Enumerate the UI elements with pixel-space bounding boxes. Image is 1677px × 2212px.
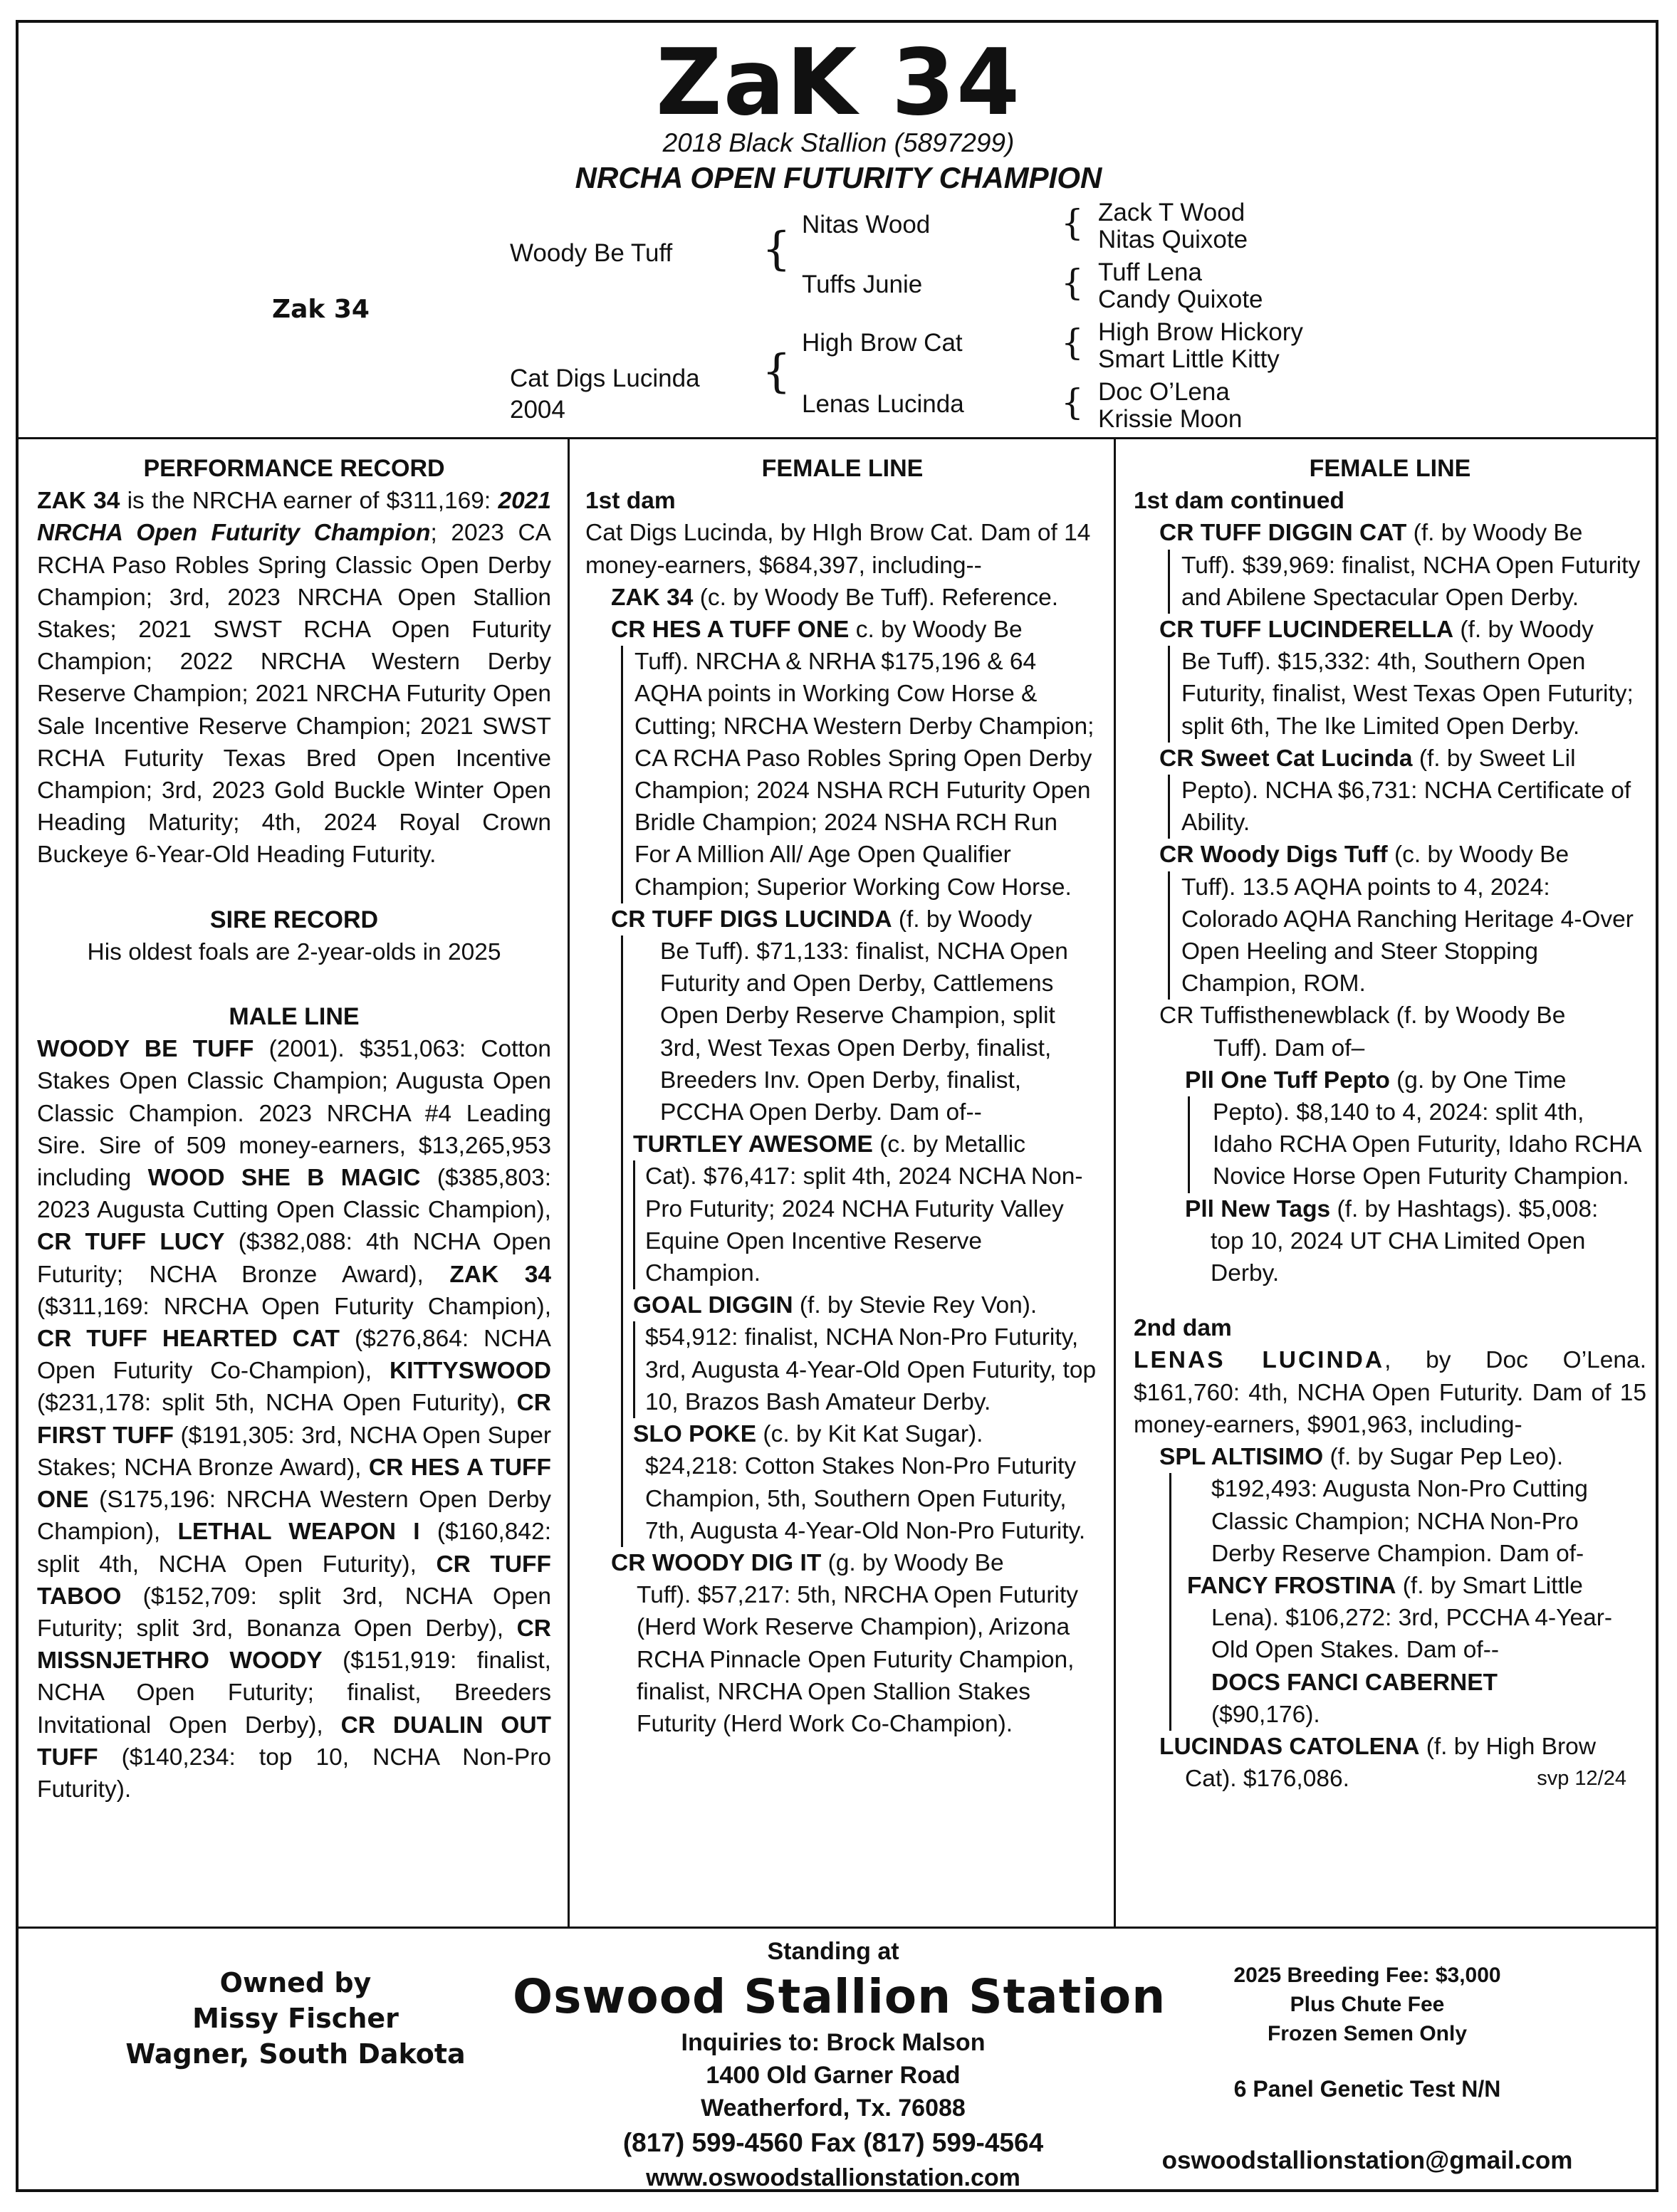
pedigree-dam-year: 2004 — [510, 396, 565, 424]
sire-offspring-text: ($231,178: split 5th, NCHA Open Futurity), — [37, 1390, 517, 1417]
offspring-name: SPL ALTISIMO — [1159, 1444, 1324, 1471]
offspring-text: (c. by Kit Kat Sugar). — [756, 1421, 983, 1448]
sire-offspring-name: CR DUALIN OUT TUFF — [37, 1712, 551, 1771]
offspring-entry — [1134, 1193, 1646, 1225]
standing-block — [513, 1935, 1166, 2194]
offspring-detail: Tuff). NRCHA & NRHA $175,196 & 64 AQHA points in Working Cow Horse & Cutting; NRCHA Western Derby Champion; CA RCHA Paso Robles Spring Open Derby Champion; 2024 NSHA RCH Futurity Open Bridle Champion; 2024 NSHA RCH Run For A Million All/ Age Open Qualifier Champion; Superior Working Cow Horse. — [621, 646, 1099, 903]
dam2-heading: 2nd dam — [1134, 1315, 1232, 1342]
offspring-detail: Be Tuff). $15,332: 4th, Southern Open Futurity, finalist, West Texas Open Futurity; split 6th, The Ike Limited Open Derby. — [1168, 646, 1646, 743]
sire-offspring-text: ($385,803: 2023 Augusta Cutting Open Classic Champion), — [37, 1165, 552, 1224]
sire-offspring-name: LETHAL WEAPON I — [177, 1519, 420, 1546]
ggp-brace: { — [1061, 262, 1084, 303]
grand-offspring-group — [621, 1128, 1099, 1547]
headline: NRCHA OPEN FUTURITY CHAMPION — [575, 161, 1102, 194]
sire-offspring-text: ($140,234: top 10, NCHA Non-Pro Futurity). — [37, 1744, 551, 1803]
sire-offspring-name: KITTYSWOOD — [389, 1358, 551, 1385]
horse-name-title: ZaK 34 — [655, 30, 1022, 136]
footer-divider — [16, 1927, 1658, 1929]
offspring-name: Pll New Tags — [1185, 1195, 1331, 1222]
sire-offspring-text: ($151,919: finalist, NCHA Open Futurity; finalist, Breeders Invitational Open Derby), — [37, 1647, 551, 1739]
offspring-name: CR Woody Digs Tuff — [1159, 842, 1388, 869]
pedigree-ggp-pair — [1098, 379, 1242, 433]
sire-brace: { — [762, 223, 791, 276]
sire-offspring-name: CR FIRST TUFF — [37, 1390, 551, 1449]
perf-text: ; 2023 CA RCHA Paso Robles Spring Classic Open Derby Champion; 3rd, 2023 NRCHA Open Stallion Stakes; 2021 SWST RCHA Open Futurity Champion; 2022 NRCHA Western Derby Reserve Champion; 2021 NRCHA Futurity Open Sale Incentive Reserve Champion; 2021 SWST RCHA Futurity Texas Bred Open Incentive Champion; 3rd, 2023 Gold Buckle Winter Open Heading Maturity; 4th, 2024 Royal Crown Buckeye 6-Year-Old Heading Futurity. — [37, 520, 551, 869]
frozen-semen: Frozen Semen Only — [1267, 2022, 1468, 2045]
sire-offspring-name: WOOD SHE B MAGIC — [147, 1165, 421, 1192]
pedigree-great-grandparent: Doc O’Lena — [1098, 378, 1230, 406]
offspring-name: GOAL DIGGIN — [633, 1292, 793, 1319]
offspring-name: LUCINDAS CATOLENA — [1159, 1733, 1420, 1760]
pedigree-great-grandparent: Krissie Moon — [1098, 405, 1243, 433]
perf-highlight: 2021 NRCHA Open Futurity Champion — [37, 488, 551, 547]
dam2-text: , by Doc O’Lena. $161,760: 4th, NCHA Open Futurity. Dam of 15 money-earners, $901,963, including- — [1134, 1347, 1646, 1438]
sire-offspring-text: ($160,842: split 4th, NCHA Open Futurity), — [37, 1519, 552, 1578]
sire-record-text: His oldest foals are 2-year-olds in 2025 — [87, 938, 501, 965]
offspring-entry — [633, 1418, 1099, 1450]
offspring-detail: Tuff). 13.5 AQHA points to 4, 2024: Colorado AQHA Ranching Heritage 4-Over Open Heeling and Steer Stopping Champion, ROM. — [1168, 871, 1646, 1000]
sire-offspring-text: ($276,864: NCHA Open Futurity Co-Champion), — [37, 1326, 551, 1385]
offspring-detail: Be Tuff). $71,133: finalist, NCHA Open Futurity and Open Derby, Cattlemens Open Derby Reserve Champion, split 3rd, West Texas Open Derby, finalist, Breeders Inv. Open Derby, finalist, PCCHA Open Derby. Dam of-- — [621, 935, 1099, 1128]
dam2-name: LENAS LUCINDA — [1134, 1347, 1385, 1374]
offspring-entry — [1134, 614, 1646, 646]
offspring-entry — [585, 582, 1099, 614]
offspring-detail: Lena). $106,272: 3rd, PCCHA 4-Year-Old Open Stakes. Dam of-- — [1211, 1605, 1613, 1664]
offspring-entry — [633, 1128, 1099, 1160]
offspring-name: CR TUFF DIGGIN CAT — [1159, 520, 1407, 547]
pedigree-great-grandparent: Smart Little Kitty — [1098, 345, 1280, 373]
pedigree-sire: Woody Be Tuff — [510, 239, 673, 267]
offspring-text: (c. by Metallic — [872, 1131, 1025, 1158]
column-female-line-2 — [1134, 453, 1646, 1795]
address-line-1: 1400 Old Garner Road — [706, 2062, 961, 2089]
offspring-entry — [585, 614, 1099, 646]
standing-label: Standing at — [767, 1938, 899, 1965]
offspring-text: (f. by Woody — [892, 906, 1033, 933]
sire-offspring-name: ZAK 34 — [449, 1261, 551, 1288]
pedigree-dam: Cat Digs Lucinda — [510, 365, 700, 392]
offspring-entry: CR Tuffisthenewblack (f. by Woody Be — [1159, 1002, 1566, 1029]
offspring-entry — [1187, 1570, 1646, 1602]
performance-text — [37, 485, 551, 871]
grand-offspring-group — [1169, 1473, 1646, 1731]
offspring-name: DOCS FANCI CABERNET — [1211, 1669, 1498, 1696]
signature: svp 12/24 — [1537, 1767, 1626, 1791]
offspring-name: CR TUFF DIGS LUCINDA — [611, 906, 892, 933]
offspring-detail: Pepto). $8,140 to 4, 2024: split 4th, Idaho RCHA Open Futurity, Idaho RCHA Novice Horse Open Futurity Champion. — [1188, 1096, 1646, 1193]
pedigree-grandparent: Nitas Wood — [802, 211, 931, 239]
dam-brace: { — [762, 345, 791, 398]
offspring-text: Cat). $176,086. — [1185, 1766, 1349, 1793]
sire-offspring-text: ($152,709: split 3rd, NCHA Open Futurity; split 3rd, Bonanza Open Derby), — [37, 1583, 551, 1642]
offspring-text: (g. by One Time — [1389, 1066, 1567, 1094]
offspring-entry — [1134, 743, 1646, 775]
offspring-detail — [1134, 1763, 1646, 1795]
perf-text: is the NRCHA earner of $311,169: — [120, 488, 498, 515]
offspring-detail: $192,493: Augusta Non-Pro Cutting Classic Champion; NCHA Non-Pro Derby Reserve Champion. Dam of- — [1211, 1476, 1588, 1567]
breeding-fee: 2025 Breeding Fee: $3,000 — [1233, 1964, 1501, 1987]
horse-description: 2018 Black Stallion (5897299) — [662, 128, 1015, 157]
sire-offspring-name: CR TUFF HEARTED CAT — [37, 1326, 340, 1353]
offspring-name: CR TUFF LUCINDERELLA — [1159, 617, 1454, 644]
dam2-intro — [1134, 1344, 1646, 1441]
offspring-text: (g. by Woody Be — [821, 1549, 1004, 1576]
owner-name: Missy Fischer — [192, 2003, 399, 2034]
sire-offspring-name: CR TUFF LUCY — [37, 1229, 225, 1256]
offspring-detail: Pepto). NCHA $6,731: NCHA Certificate of Ability. — [1168, 775, 1646, 839]
offspring-detail: top 10, 2024 UT CHA Limited Open Derby. — [1211, 1227, 1586, 1287]
offspring-entry — [585, 903, 1099, 935]
sire-offspring-text: ($382,088: 4th NCHA Open Futurity; NCHA Bronze Award), — [37, 1229, 551, 1288]
column-divider-2 — [1114, 437, 1116, 1928]
pedigree-great-grandparent: Tuff Lena — [1098, 258, 1202, 286]
offspring-entry — [1134, 1731, 1646, 1763]
genetic-test: 6 Panel Genetic Test N/N — [1233, 2076, 1501, 2102]
offspring-text: (f. by Sweet Lil — [1412, 745, 1576, 772]
offspring-detail: $54,912: finalist, NCHA Non-Pro Futurity, 3rd, Augusta 4-Year-Old Open Futurity, top 10, Brazos Bash Amateur Derby. — [633, 1321, 1099, 1418]
offspring-entry — [585, 1547, 1099, 1579]
fee-block — [1154, 1961, 1581, 2048]
offspring-entry — [1134, 1064, 1646, 1096]
pedigree-grandparent: Lenas Lucinda — [802, 390, 964, 418]
column-performance — [37, 453, 551, 1805]
address-line-2: Weatherford, Tx. 76088 — [701, 2095, 966, 2122]
offspring-text: (f. by Smart Little — [1396, 1572, 1583, 1599]
offspring-text: (f. by Stevie Rey Von). — [793, 1292, 1038, 1319]
pedigree-great-grandparent: High Brow Hickory — [1098, 318, 1303, 346]
offspring-text: (c. by Woody Be — [1387, 842, 1569, 869]
owned-by-label: Owned by — [219, 1967, 372, 1998]
sire-offspring-text: (S175,196: NRCHA Western Open Derby Champion), — [37, 1487, 551, 1546]
ggp-brace: { — [1061, 382, 1084, 423]
male-line-text — [37, 1033, 551, 1805]
sire-offspring-name: WOODY BE TUFF — [37, 1036, 254, 1063]
pedigree-ggp-pair — [1098, 319, 1303, 373]
offspring-name: CR WOODY DIG IT — [611, 1549, 822, 1576]
sire-offspring-name: CR MISSNJETHRO WOODY — [37, 1615, 551, 1674]
offspring-text: (f. by Woody — [1453, 617, 1594, 644]
phone-fax: (817) 599-4560 Fax (817) 599-4564 — [622, 2128, 1044, 2157]
offspring-name: Pll One Tuff Pepto — [1185, 1066, 1390, 1094]
sire-offspring-name: CR HES A TUFF ONE — [37, 1454, 551, 1514]
sire-offspring-name: CR TUFF TABOO — [37, 1551, 551, 1610]
offspring-entry — [1134, 1441, 1646, 1473]
pedigree-great-grandparent: Candy Quixote — [1098, 285, 1263, 313]
pedigree-great-grandparent: Nitas Quixote — [1098, 226, 1248, 253]
offspring-detail: Tuff). $57,217: 5th, NRCHA Open Futurity (Herd Work Reserve Champion), Arizona RCHA Pinnacle Open Futurity Champion, finalist, NRCHA Open Stallion Stakes Futurity (Herd Work Co-Champion). — [637, 1582, 1079, 1737]
offspring-entry — [633, 1289, 1099, 1321]
offspring-name: FANCY FROSTINA — [1187, 1572, 1396, 1599]
offspring-text: (f. by Hashtags). $5,008: — [1330, 1195, 1599, 1222]
offspring-entry — [1134, 839, 1646, 871]
header-divider — [16, 437, 1658, 439]
pedigree-great-grandparent: Zack T Wood — [1098, 199, 1245, 226]
sire-record-heading: SIRE RECORD — [209, 906, 379, 933]
offspring-detail: Cat). $76,417: split 4th, 2024 NCHA Non-Pro Futurity; 2024 NCHA Futurity Valley Equine Open Incentive Reserve Champion. — [633, 1160, 1099, 1289]
inquiries: Inquiries to: Brock Malson — [681, 2029, 986, 2056]
dam1-intro: Cat Digs Lucinda, by HIgh Brow Cat. Dam of 14 money-earners, $684,397, including-- — [585, 520, 1091, 579]
station-name: Oswood Stallion Station — [513, 1969, 1166, 2024]
offspring-detail: Tuff). Dam of– — [1213, 1034, 1365, 1062]
female-line-heading: FEMALE LINE — [761, 455, 924, 482]
dam1-heading: 1st dam — [585, 488, 676, 515]
offspring-detail: $24,218: Cotton Stakes Non-Pro Futurity Champion, 5th, Southern Open Futurity, 7th, Augusta 4-Year-Old Non-Pro Futurity. — [645, 1453, 1086, 1544]
ggp-brace: { — [1061, 202, 1084, 243]
offspring-text: c. by Woody Be — [849, 617, 1023, 644]
pedigree-subject: Zak 34 — [272, 295, 370, 324]
owner-location: Wagner, South Dakota — [125, 2038, 466, 2070]
offspring-name: TURTLEY AWESOME — [633, 1131, 873, 1158]
sire-offspring-text: ($311,169: NRCHA Open Futurity Champion), — [37, 1293, 551, 1320]
column-divider-1 — [568, 437, 570, 1928]
offspring-name: CR HES A TUFF ONE — [611, 617, 850, 644]
column-female-line-1 — [585, 453, 1099, 1740]
chute-fee: Plus Chute Fee — [1290, 1993, 1445, 2016]
offspring-text: (c. by Woody Be Tuff). Reference. — [693, 584, 1059, 611]
offspring-detail: ($90,176). — [1211, 1701, 1320, 1728]
pedigree-grandparent: High Brow Cat — [802, 329, 963, 357]
pedigree-ggp-pair — [1098, 199, 1248, 253]
pedigree-grandparent: Tuffs Junie — [802, 271, 923, 298]
offspring-name: CR Sweet Cat Lucinda — [1159, 745, 1413, 772]
offspring-name: ZAK 34 — [611, 584, 694, 611]
perf-horse-name: ZAK 34 — [37, 488, 120, 515]
offspring-detail: Tuff). $39,969: finalist, NCHA Open Futurity and Abilene Spectacular Open Derby. — [1168, 550, 1646, 614]
sire-offspring-text: (2001). $351,063: Cotton Stakes Open Classic Champion; Augusta Open Classic Champion. 2023 NRCHA #4 Leading Sire. Sire of 509 money-earners, $13,265,953 including — [37, 1036, 551, 1192]
email-link[interactable]: oswoodstallionstation@gmail.com — [1161, 2147, 1573, 2174]
sire-offspring-text: ($191,305: 3rd, NCHA Open Super Stakes; NCHA Bronze Award), — [37, 1422, 551, 1481]
website-link[interactable]: www.oswoodstallionstation.com — [646, 2164, 1020, 2191]
dam1-continued-heading: 1st dam continued — [1134, 488, 1344, 515]
offspring-name: SLO POKE — [633, 1421, 757, 1448]
male-line-heading: MALE LINE — [229, 1003, 360, 1031]
pedigree-ggp-pair — [1098, 259, 1263, 313]
ggp-brace: { — [1061, 322, 1084, 363]
offspring-text: (f. by Sugar Pep Leo). — [1323, 1444, 1564, 1471]
female-line-heading: FEMALE LINE — [1309, 455, 1471, 482]
owner-block — [107, 1965, 484, 2072]
performance-heading: PERFORMANCE RECORD — [143, 455, 445, 482]
offspring-text: (f. by High Brow — [1419, 1733, 1597, 1760]
offspring-text: (f. by Woody Be — [1406, 520, 1583, 547]
offspring-entry — [1134, 517, 1646, 549]
